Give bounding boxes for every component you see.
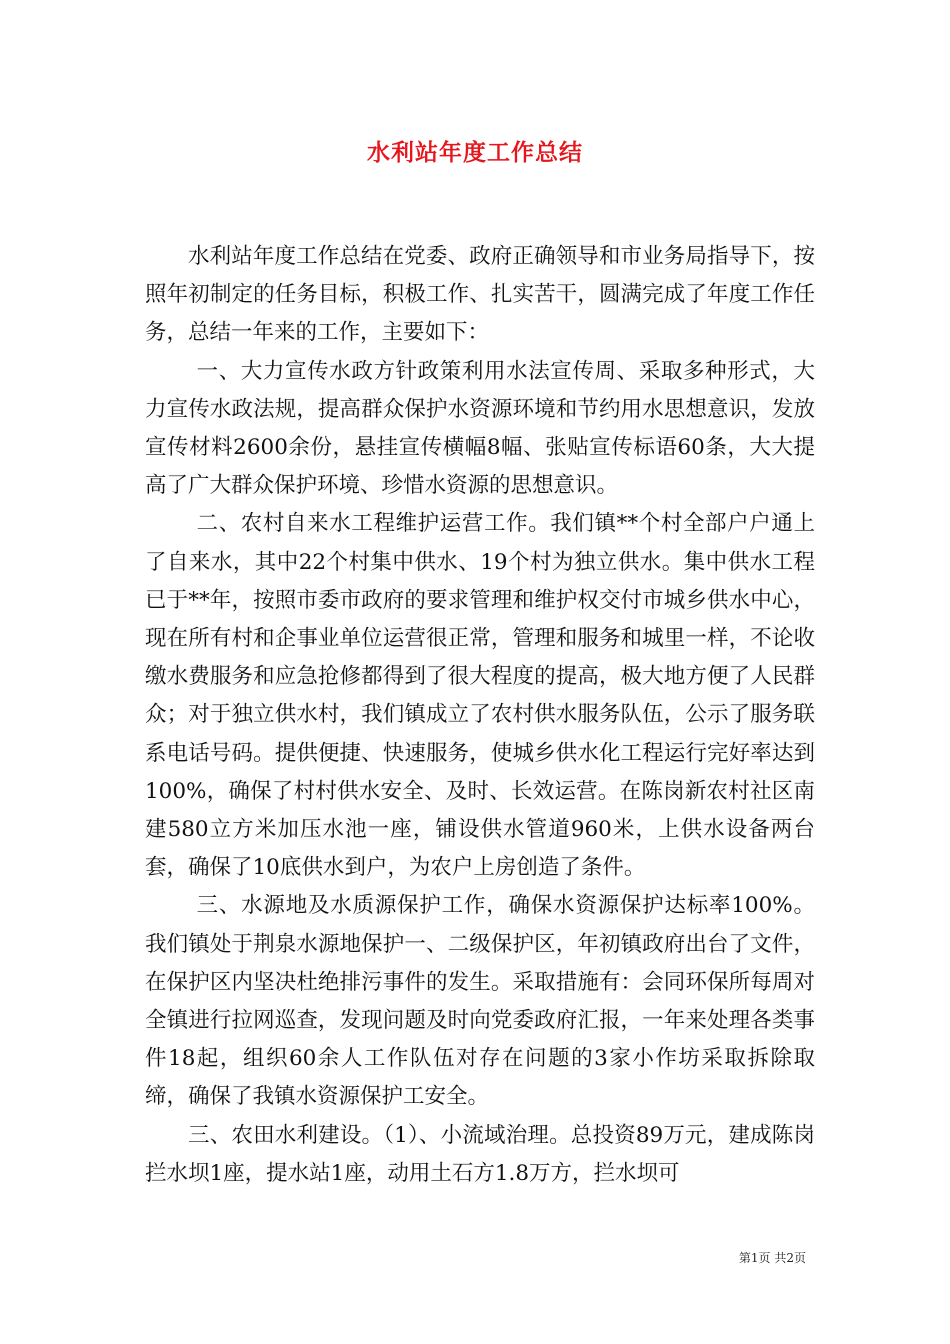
- paragraph-farmland-irrigation: 三、农田水利建设。（1）、小流域治理。总投资89万元，建成陈岗拦水坝1座，提水站1座，动用土石方1.8万方，拦水坝可: [145, 1122, 815, 1186]
- page-number: 第1页 共2页: [738, 1251, 806, 1265]
- paragraph-publicity: 一、大力宣传水政方针政策利用水法宣传周、采取多种形式，大力宣传水政法规，提高群众保护水资源环境和节约用水思想意识，发放宣传材料2600余份，悬挂宣传横幅8幅、张贴宣传标语60条，大大提高了广大群众保护环境、珍惜水资源的思想意识。: [145, 358, 815, 499]
- paragraph-intro: 水利站年度工作总结在党委、政府正确领导和市业务局指导下，按照年初制定的任务目标，积极工作、扎实苦干，圆满完成了年度工作任务，总结一年来的工作，主要如下：: [145, 244, 815, 346]
- document-title: 水利站年度工作总结: [367, 139, 583, 166]
- document-body: [145, 238, 815, 1193]
- paragraph-rural-water: 二、农村自来水工程维护运营工作。我们镇**个村全部户户通上了自来水，其中22个村集中供水、19个村为独立供水。集中供水工程已于**年，按照市委市政府的要求管理和维护权交付市城乡供水中心，现在所有村和企事业单位运营很正常，管理和服务和城里一样，不论收缴水费服务和应急抢修都得到了很大程度的提高，极大地方便了人民群众；对于独立供水村，我们镇成立了农村供水服务队伍，公示了服务联系电话号码。提供便捷、快速服务，使城乡供水化工程运行完好率达到100%，确保了村村供水安全、及时、长效运营。在陈岗新农村社区南建580立方米加压水池一座，铺设供水管道960米，上供水设备两台套，确保了10底供水到户，为农户上房创造了条件。: [145, 511, 815, 881]
- paragraph-water-source-protection: 三、水源地及水质源保护工作，确保水资源保护达标率100%。我们镇处于荆泉水源地保护一、二级保护区，年初镇政府出台了文件，在保护区内坚决杜绝排污事件的发生。采取措施有：会同环保所每周对全镇进行拉网巡查，发现问题及时向党委政府汇报，一年来处理各类事件18起，组织60余人工作队伍对存在问题的3家小作坊采取拆除取缔，确保了我镇水资源保护工安全。: [145, 893, 815, 1110]
